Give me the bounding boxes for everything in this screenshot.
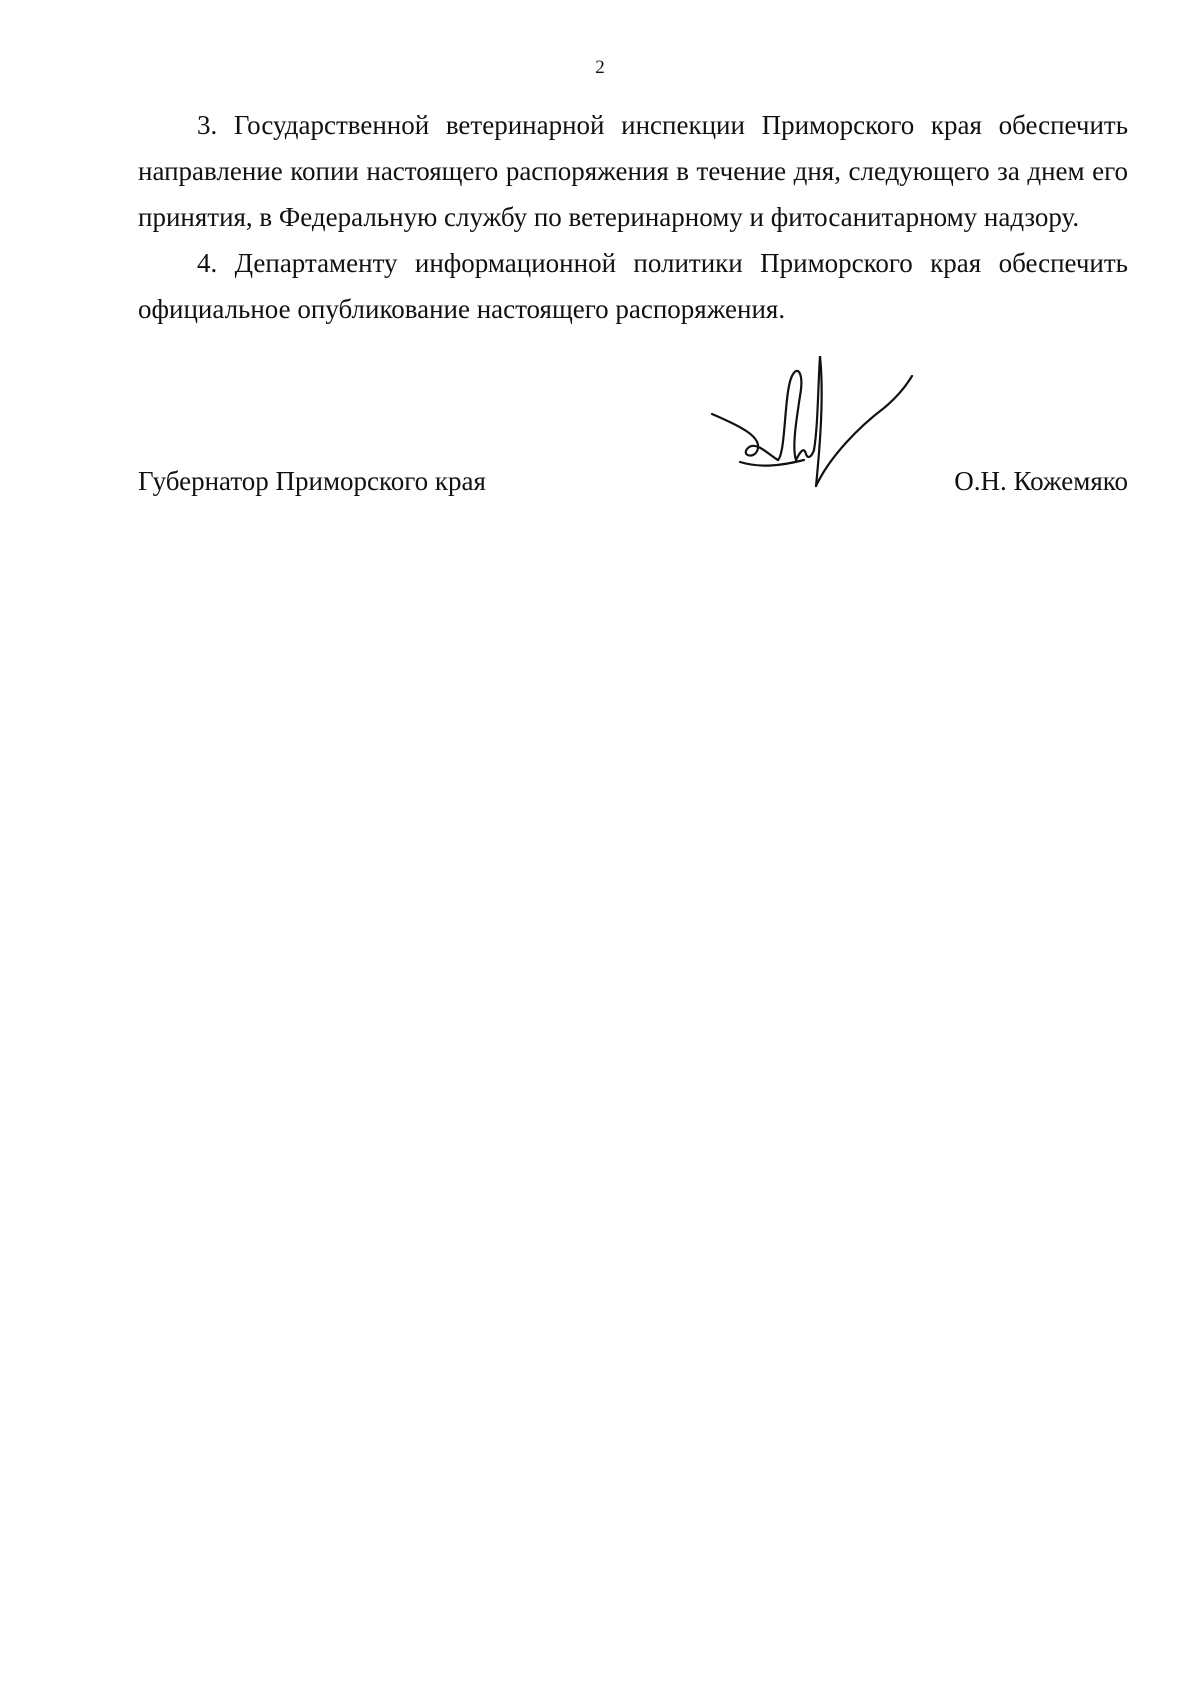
page-number: 2: [595, 57, 605, 78]
paragraph-3: [138, 102, 1128, 240]
paragraph-4: [138, 240, 1128, 332]
document-body: [138, 102, 1128, 332]
signatory-name: О.Н. Кожемяко: [954, 466, 1128, 496]
signature-block: [138, 458, 1128, 504]
paragraph-number: 3.: [197, 110, 218, 140]
handwritten-signature-icon: [700, 356, 930, 536]
paragraph-number: 4.: [197, 248, 218, 278]
paragraph-text: Государственной ветеринарной инспекции Приморского края обеспечить направление копии настоящего распоряжения в течение дня, следующего за днем его принятия, в Федеральную службу по ветеринарному и фитосанитарному надзору.: [138, 110, 1129, 232]
paragraph-text: Департаменту информационной политики Приморского края обеспечить официальное опубликование настоящего распоряжения.: [138, 248, 1128, 324]
signatory-position: Губернатор Приморского края: [138, 466, 486, 496]
